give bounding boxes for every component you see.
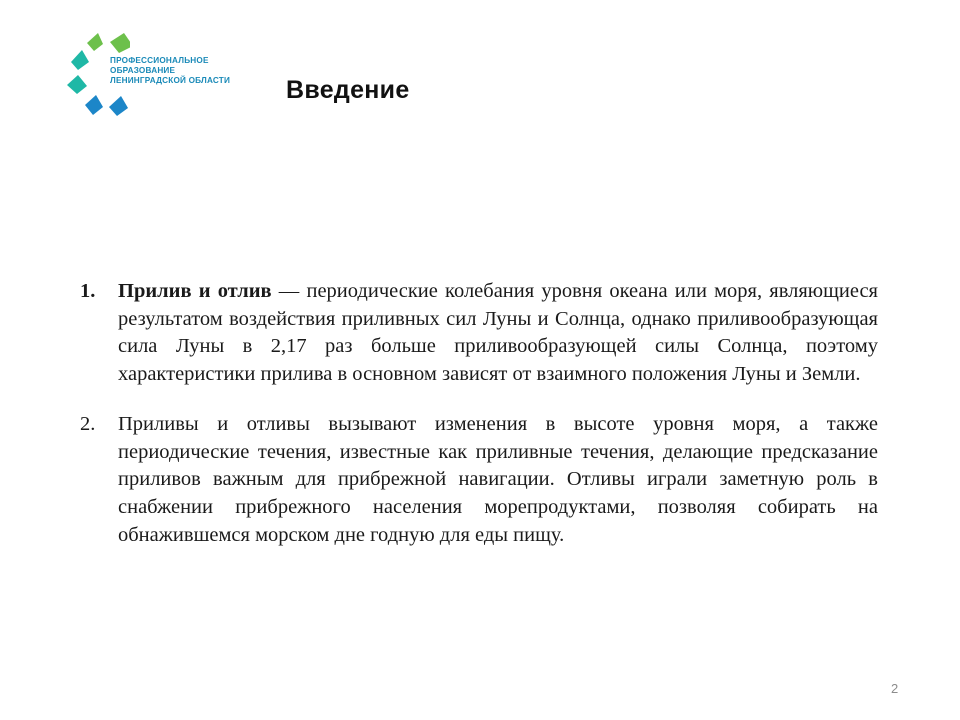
list-item [80,411,878,550]
logo-text [110,56,230,86]
content-list [80,278,878,549]
slide-title: Введение [286,76,410,104]
list-item-text: Приливы и отливы вызывают изменения в высоте уровня моря, а также периодические течения, известные как приливные течения, делающие предсказание приливов важным для прибрежной навигации. Отливы играли заметную роль в снабжении прибрежного населения морепродуктами, позволяя собирать на обнажившемся морском дне годную для еды пищу. [118,412,878,546]
logo-text-line-3: ЛЕНИНГРАДСКОЙ ОБЛАСТИ [110,76,231,85]
list-item-number: 1. [80,280,96,302]
page-number: 2 [891,681,899,696]
term-highlight: Прилив и отлив [118,280,272,302]
list-item-definition: — периодические колебания уровня океана или моря, являющиеся результатом воздействия приливных сил Луны и Солнца, однако приливообразующая сила Луны в 2,17 раз больше приливообразующей силы Солнца, поэтому характеристики прилива в основном зависят от взаимного положения Луны и Земли. [118,280,878,386]
organization-logo [66,32,236,118]
logo-text-line-2: ОБРАЗОВАНИЕ [110,66,176,75]
list-item-number: 2. [80,412,96,435]
logo-text-line-1: ПРОФЕССИОНАЛЬНОЕ [110,56,209,65]
list-item-text [118,278,878,389]
list-item [80,278,878,389]
